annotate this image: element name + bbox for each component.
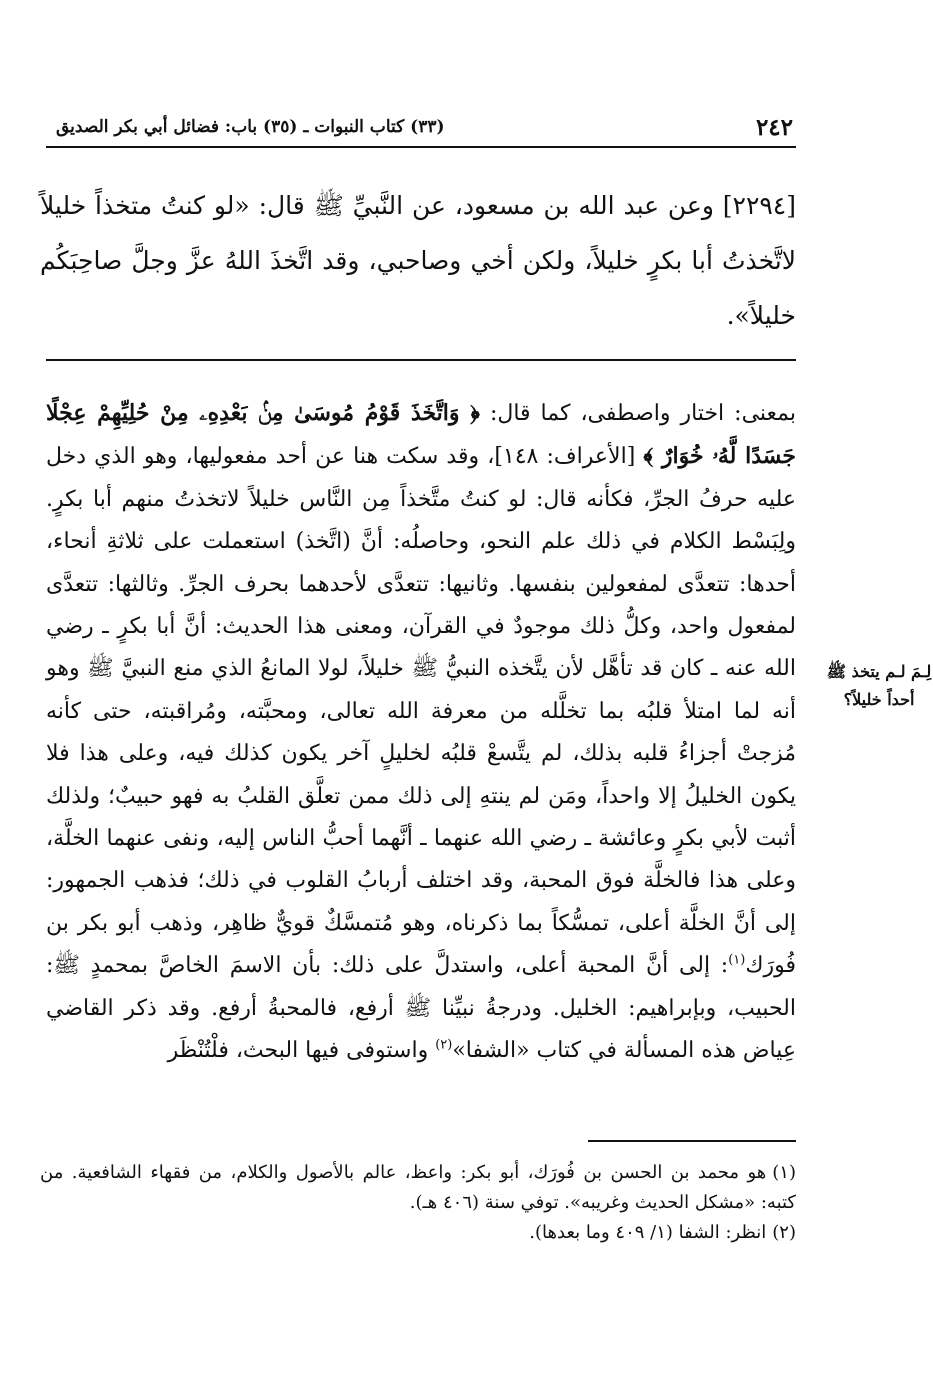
commentary-part-1: [الأعراف: ١٤٨]، وقد سكت هنا عن أحد مفعوليها، وهو الذي دخل عليه حرفُ الجرِّ، فكأنه قال: لو كنتُ متَّخذاً مِن النَّاس خليلاً لاتخذتُ منهم أبا بكرٍ. ولِبَسْط الكلام في ذلك علم النحو، وحاصلُه: أنَّ (اتَّخذ) استعملت على ثلاثةِ أنحاء، أحدها: تتعدَّى لمفعولين بنفسها. وثانيها: تتعدَّى لأحدهما بحرف الجرِّ. وثالثها: تتعدَّى لمفعول واحد، وكلُّ ذلك موجودٌ في القرآن، ومعنى هذا الحديث: أنَّ أبا بكرٍ ـ رضي الله عنه ـ كان قد تأهَّل لأن يتَّخذه النبيُّ ﷺ خليلاً، لولا المانعُ الذي منع النبيَّ ﷺ وهو أنه لما امتلأ قلبُه بما تخلَّله من معرفة الله تعالى، ومحبَّته، ومُراقبته، حتى كأنه مُزجتْ أجزاءُ قلبه بذلك، لم يتَّسعْ قلبُه لخليلٍ آخر يكون كذلك فيه، وعلى هذا فلا يكون الخليلُ إلا واحداً، ومَن لم ينتهِ إلى ذلك ممن تعلَّق القلبُ به فهو حبيبٌ؛ ولذلك أثبت لأبي بكرٍ وعائشة ـ رضي الله عنهما ـ أنَّهما أحبُّ الناس إليه، ونفى عنهما الخلَّة، وعلى هذا فالخلَّة فوق المحبة، وقد اختلف أربابُ القلوب في ذلك؛ فذهب الجمهور: إلى أنَّ الخلَّة أعلى، تمسُّكاً بما ذكرناه، وهو مُتمسَّكٌ قويٌّ ظاهِر، وذهب أبو بكر بن فُورَك (46, 444, 796, 979)
header-rule (46, 146, 796, 148)
footnote-text: انظر: الشفا (١/ ٤٠٩ وما بعدها). (529, 1222, 767, 1243)
footnote-marker-1: (١) (728, 952, 746, 968)
footnote-1 (40, 1158, 796, 1218)
running-title: (٣٣) كتاب النبوات ـ (٣٥) باب: فضائل أبي بكر الصديق (56, 117, 445, 137)
footnotes (40, 1158, 796, 1248)
page-header (46, 112, 793, 142)
footnote-rule (588, 1140, 796, 1142)
quran-verse: ﴿ وَاتَّخَذَ قَوْمُ مُوسَىٰ مِنۢ بَعْدِهِۦ مِنْ حُلِيِّهِمْ عِجْلًا جَسَدًا لَّهُۥ خُوَارٌ ﴾ (46, 400, 797, 470)
footnote-text: هو محمد بن الحسن بن فُورَك، أبو بكر: واعظ، عالم بالأصول والكلام، من فقهاء الشافعية. من كتبه: «مشكل الحديث وغريبه». توفي سنة (٤٠٦ هـ). (40, 1162, 796, 1213)
footnote-number: (١) (772, 1162, 796, 1183)
hadith-text: [٢٢٩٤] وعن عبد الله بن مسعود، عن النَّبيِّ ﷺ قال: «لو كنتُ متخذاً خليلاً لاتَّخذتُ أبا بكرٍ خليلاً، ولكن أخي وصاحبي، وقد اتَّخذَ اللهُ عزَّ وجلَّ صاحِبَكُم خليلاً». (40, 191, 796, 330)
commentary-intro: بمعنى: اختار واصطفى، كما قال: (479, 401, 797, 426)
page-number: ٢٤٢ (755, 113, 793, 141)
margin-note: لِـمَ لـم يتخذ ﷺ أحداً خليلاً؟ (826, 662, 932, 709)
footnote-2 (40, 1218, 796, 1248)
commentary-part-2: : إلى أنَّ المحبة أعلى، واستدلَّ على ذلك: بأن الاسمَ الخاصَّ بمحمدٍ ﷺ: الحبيب، وبإبراهيم: الخليل. ودرجةُ نبيِّنا ﷺ أرفع، فالمحبةُ أرفع. وقد ذكر القاضي عِياض هذه المسألة في كتاب «الشفا» (46, 953, 796, 1064)
commentary-text (46, 392, 796, 1073)
footnote-number: (٢) (772, 1222, 796, 1243)
footnote-marker-2: (٢) (435, 1037, 453, 1053)
commentary-part-3: واستوفى فيها البحث، فلْتُنْظَر (167, 1038, 436, 1064)
section-divider (46, 359, 796, 361)
